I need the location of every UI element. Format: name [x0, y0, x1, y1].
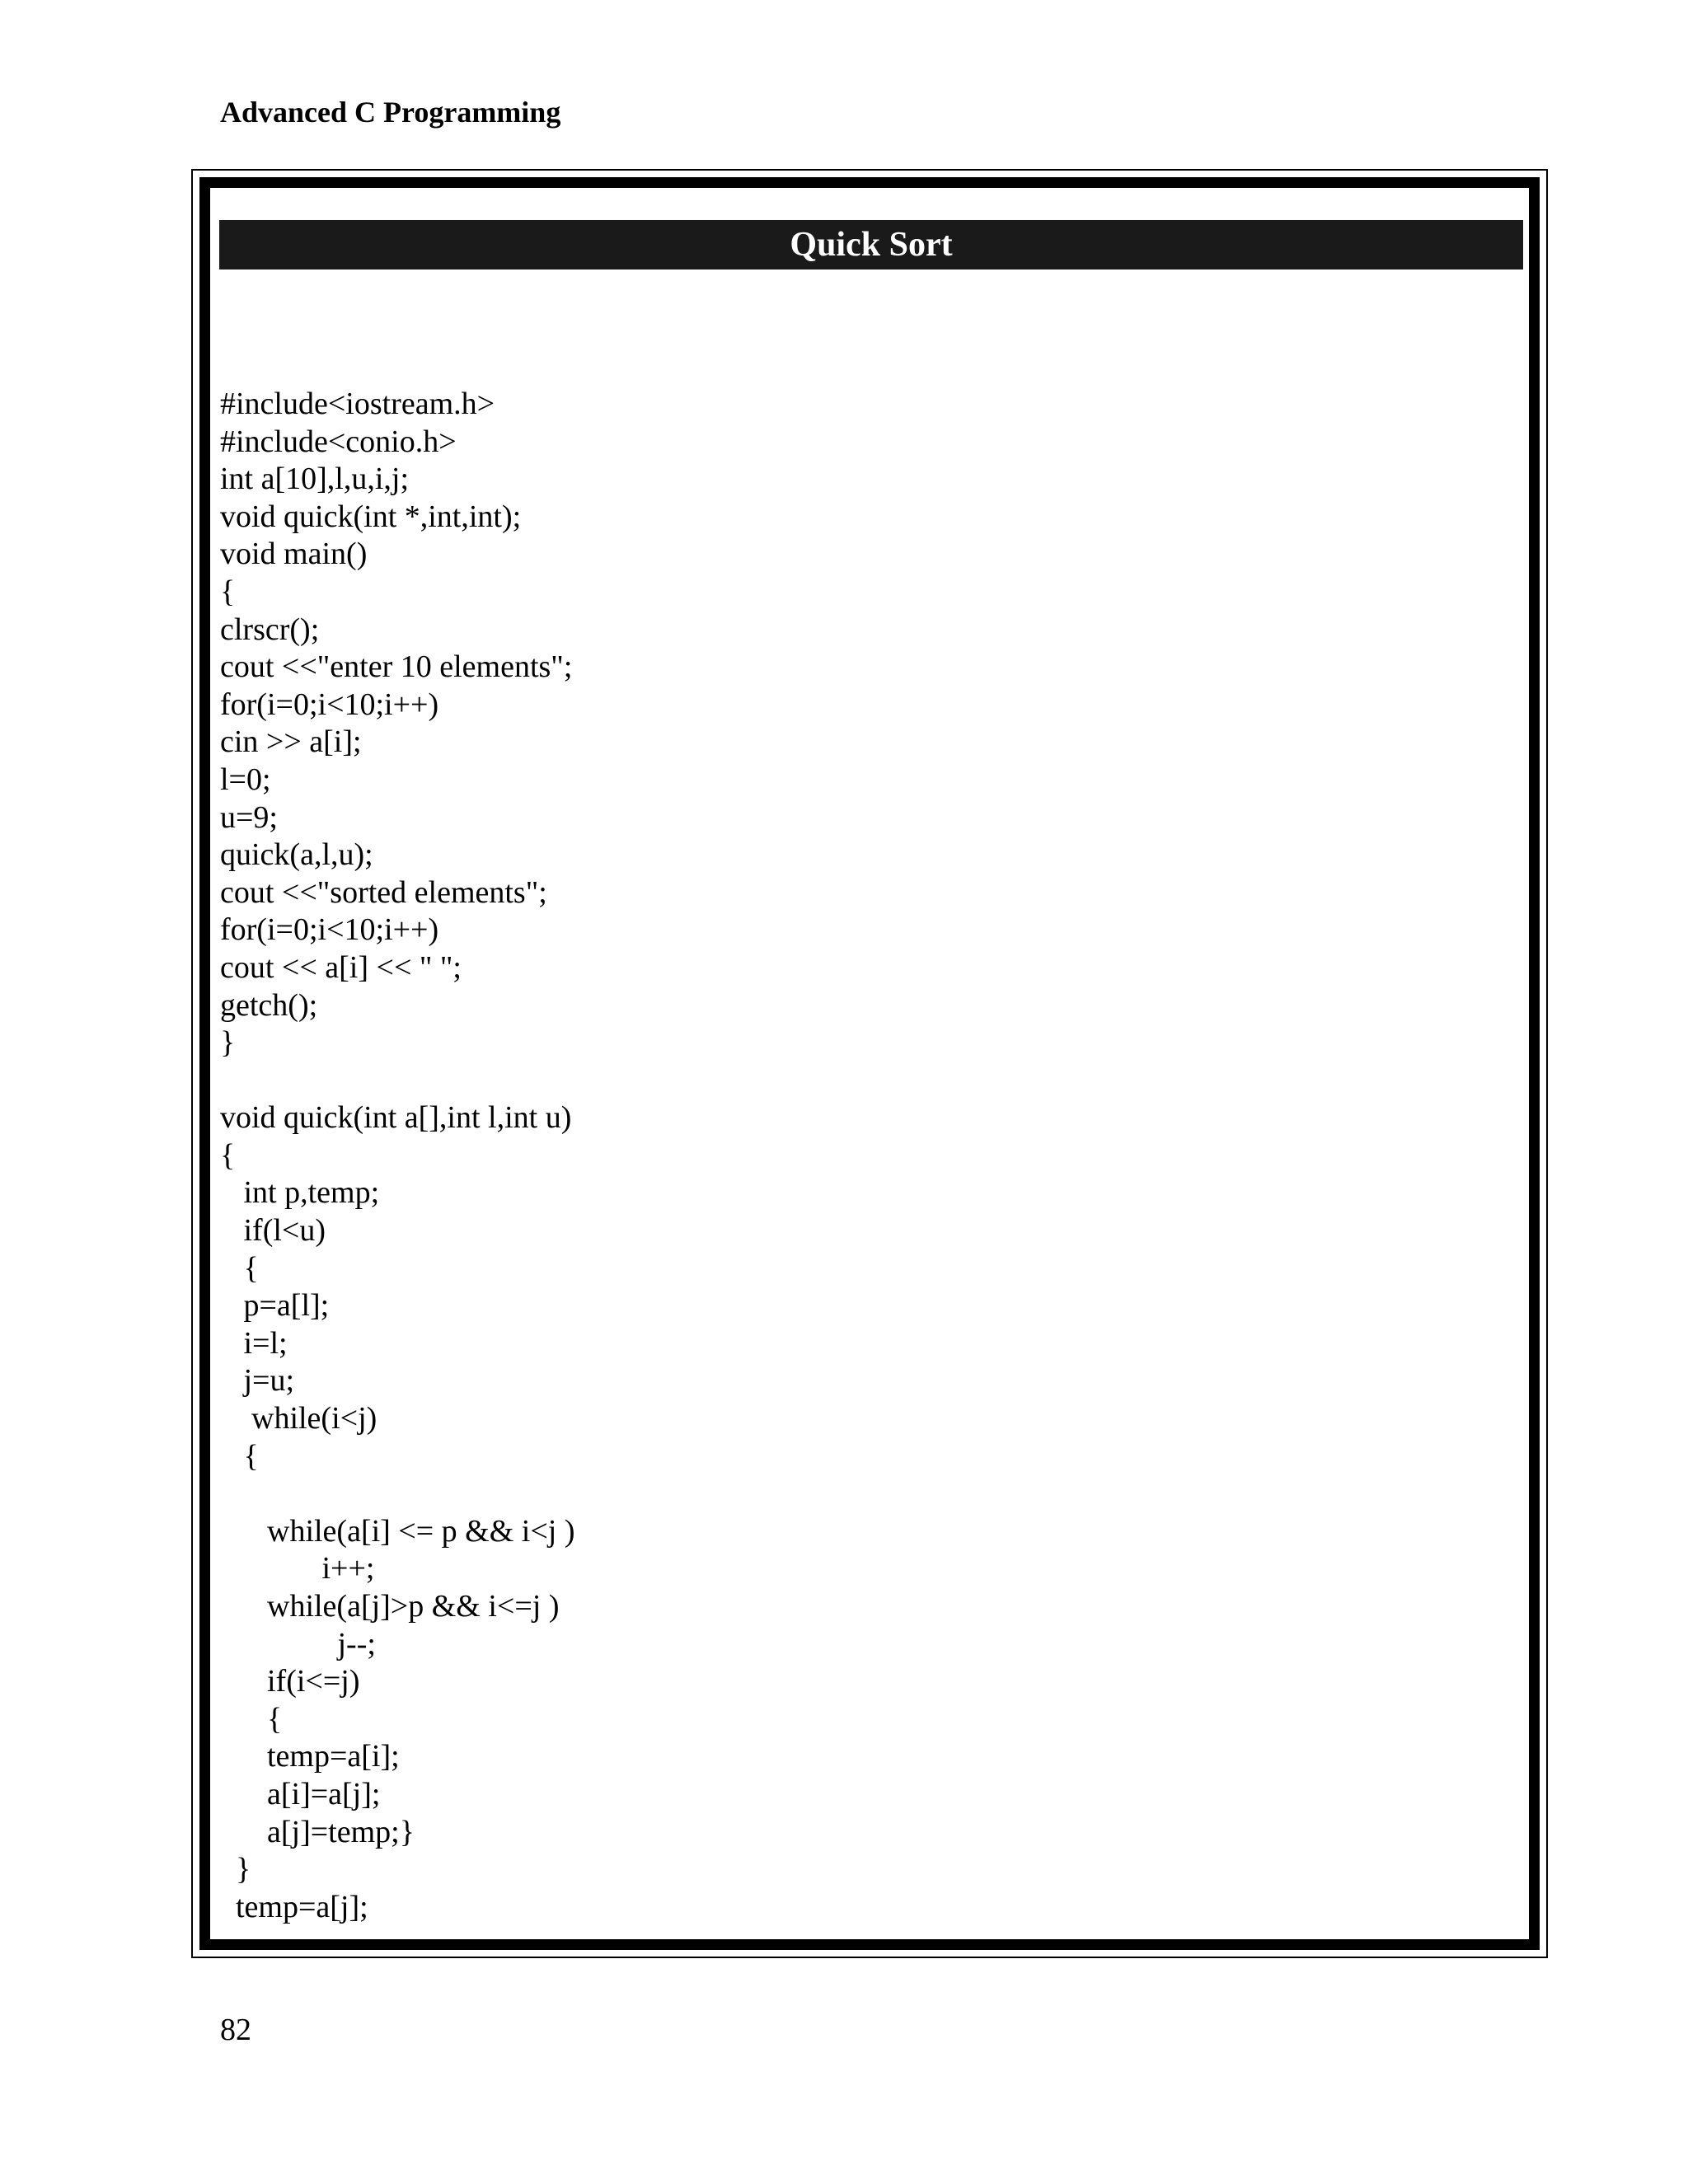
code-line: cout << a[i] << " ";: [220, 949, 462, 985]
code-line: {: [220, 1701, 283, 1736]
section-title: Quick Sort: [790, 226, 953, 264]
code-line: while(i<j): [220, 1401, 377, 1436]
code-line: #include<iostream.h>: [220, 387, 495, 421]
code-line: }: [220, 1025, 236, 1061]
code-line: p=a[l];: [220, 1288, 330, 1324]
code-line: for(i=0;i<10;i++): [220, 687, 439, 722]
code-line: {: [220, 1137, 236, 1173]
code-line: quick(a,l,u);: [220, 837, 373, 873]
code-line: getch();: [220, 987, 318, 1023]
code-line: {: [220, 1438, 259, 1474]
code-line: j=u;: [220, 1363, 295, 1399]
code-line: for(i=0;i<10;i++): [220, 912, 439, 948]
code-line: if(l<u): [220, 1213, 326, 1249]
code-line: cout <<"enter 10 elements";: [220, 649, 573, 685]
code-line: }: [220, 1852, 251, 1887]
code-line: a[j]=temp;}: [220, 1814, 415, 1849]
code-line: void quick(int *,int,int);: [220, 499, 522, 534]
running-header: Advanced C Programming: [220, 96, 561, 129]
code-line: [220, 1062, 575, 1100]
code-line: int a[10],l,u,i,j;: [220, 462, 410, 497]
code-line: void main(): [220, 537, 368, 572]
code-line: if(i<=j): [220, 1664, 360, 1699]
code-line: temp=a[i];: [220, 1739, 400, 1774]
code-line: #include<conio.h>: [220, 424, 457, 459]
code-line: i++;: [220, 1551, 375, 1586]
code-line: i=l;: [220, 1325, 288, 1361]
code-line: {: [220, 574, 236, 609]
code-line: u=9;: [220, 799, 278, 835]
code-line: temp=a[j];: [220, 1889, 368, 1924]
code-line: cout <<"sorted elements";: [220, 874, 547, 910]
section-title-bar: [219, 220, 1523, 269]
code-line: [220, 1475, 575, 1513]
code-line: clrscr();: [220, 612, 320, 647]
code-line: int p,temp;: [220, 1175, 380, 1211]
code-line: {: [220, 1250, 259, 1286]
code-line: while(a[j]>p && i<=j ): [220, 1589, 560, 1624]
code-line: j--;: [220, 1626, 376, 1661]
code-line: a[i]=a[j];: [220, 1776, 381, 1811]
code-line: l=0;: [220, 762, 271, 797]
code-line: cin >> a[i];: [220, 724, 362, 760]
page-number: 82: [220, 2013, 251, 2047]
code-line: void quick(int a[],int l,int u): [220, 1100, 572, 1136]
code-listing: [220, 386, 575, 1926]
code-line: while(a[i] <= p && i<j ): [220, 1513, 575, 1549]
